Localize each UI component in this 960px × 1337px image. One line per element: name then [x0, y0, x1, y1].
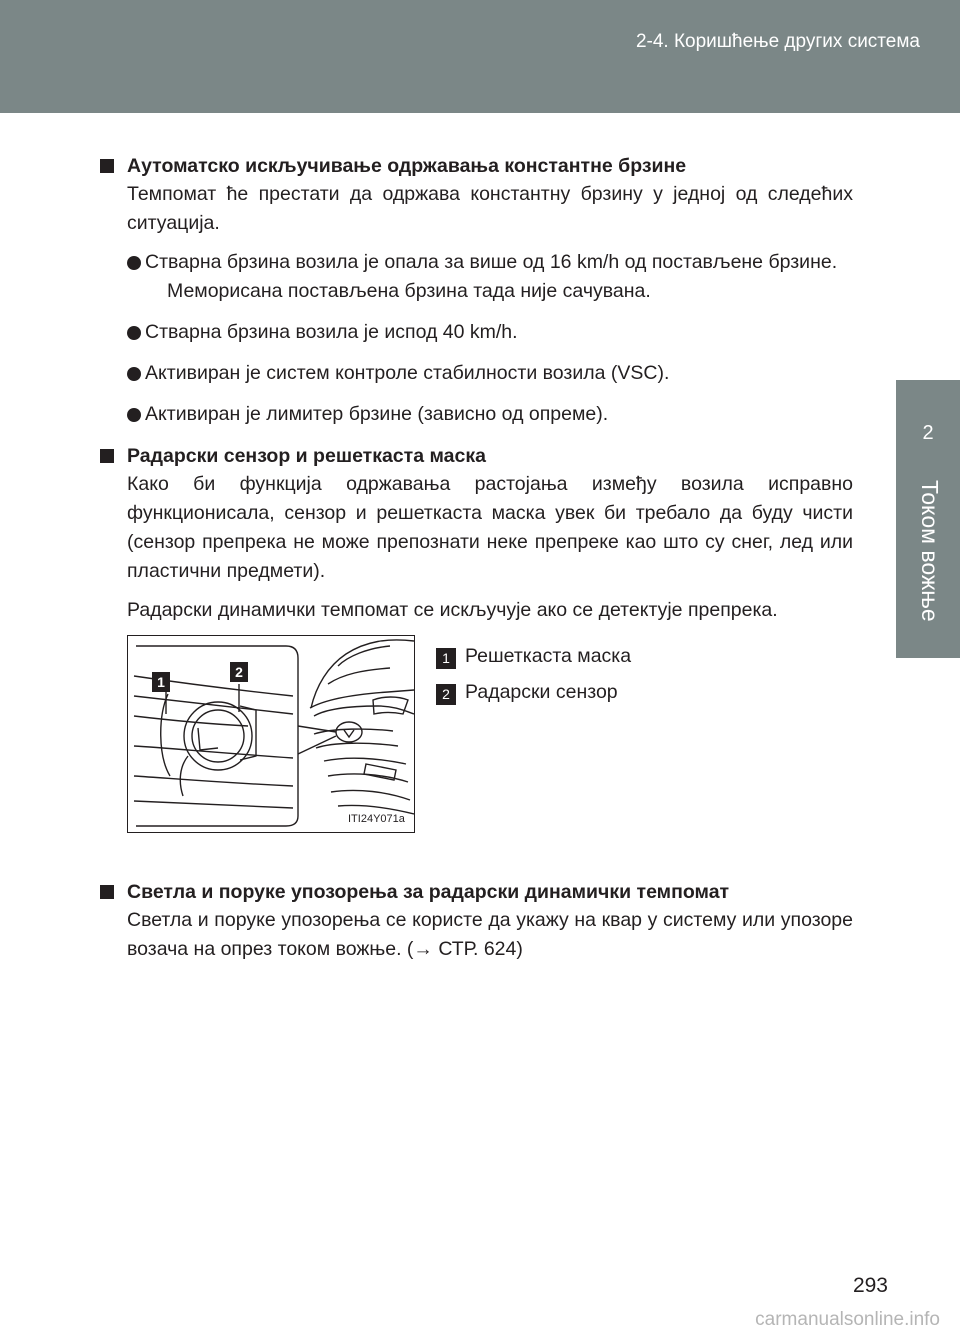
square-bullet-icon: [100, 885, 114, 899]
callout-markers: [152, 662, 248, 692]
bullet-note: Меморисана постављена брзина тада није сачувана.: [167, 280, 651, 302]
list-item: Активиран је систем контроле стабилности возила (VSC).: [100, 359, 853, 388]
section-warning-lights: [100, 879, 853, 964]
legend-label: Радарски сензор: [465, 681, 618, 703]
section-paragraph: Како би функција одржавања растојања између возила исправно функционисала, сензор и решеткаста маска увек би требало да буду чисти (сензор препрека не може препознати неке препреке као што су снег, лед или пластични предмети).: [127, 473, 853, 582]
round-bullet-icon: [127, 408, 141, 422]
radar-sensor-illustration: [127, 635, 415, 833]
section-auto-cancel: [100, 153, 853, 429]
side-tab-label: Током вожње: [917, 480, 943, 622]
section-intro: Темпомат ће престати да одржава константну брзину у једној од следећих ситуација.: [127, 183, 853, 234]
round-bullet-icon: [127, 367, 141, 381]
legend-number: 1: [436, 648, 456, 669]
section-paragraph: Радарски динамички темпомат се искључује ако се детектује препрека.: [127, 599, 778, 621]
square-bullet-icon: [100, 449, 114, 463]
section-title: Аутоматско искључивање одржавања константне брзине: [100, 153, 853, 180]
round-bullet-icon: [127, 256, 141, 270]
side-tab-number: 2: [922, 422, 934, 444]
page-number: 293: [852, 1274, 888, 1297]
legend-number: 2: [436, 684, 456, 705]
page-header: [0, 0, 960, 113]
figure-code: ITI24Y071a: [348, 813, 405, 825]
round-bullet-icon: [127, 326, 141, 340]
callout-2-label: 2: [235, 664, 243, 680]
watermark[interactable]: carmanualsonline.info: [755, 1309, 940, 1330]
list-item: Стварна брзина возила је испод 40 km/h.: [100, 318, 853, 347]
list-item: Стварна брзина возила је опала за више од 16 km/h од постављене брзине. Меморисана постављена брзина тада није сачувана.: [100, 248, 853, 306]
section-title: Радарски сензор и решеткаста маска: [100, 443, 853, 470]
chapter-title: 2-4. Коришћење других система: [635, 31, 920, 52]
car-front-illustration: [128, 636, 414, 832]
section-paragraph: Светла и поруке упозорења се користе да укажу на квар у систему или упозоре возача на опрез током вожње. (→ СТР. 624): [127, 909, 853, 960]
list-item: Активиран је лимитер брзине (зависно од опреме).: [100, 400, 853, 429]
legend-label: Решеткаста маска: [465, 645, 632, 667]
page-content: [100, 153, 853, 978]
square-bullet-icon: [100, 159, 114, 173]
section-radar-sensor: [100, 443, 853, 865]
section-title: Светла и поруке упозорења за радарски динамички темпомат: [100, 879, 853, 906]
figure-row: [127, 635, 853, 865]
side-tab: [896, 380, 960, 658]
callout-1-label: 1: [157, 674, 165, 690]
